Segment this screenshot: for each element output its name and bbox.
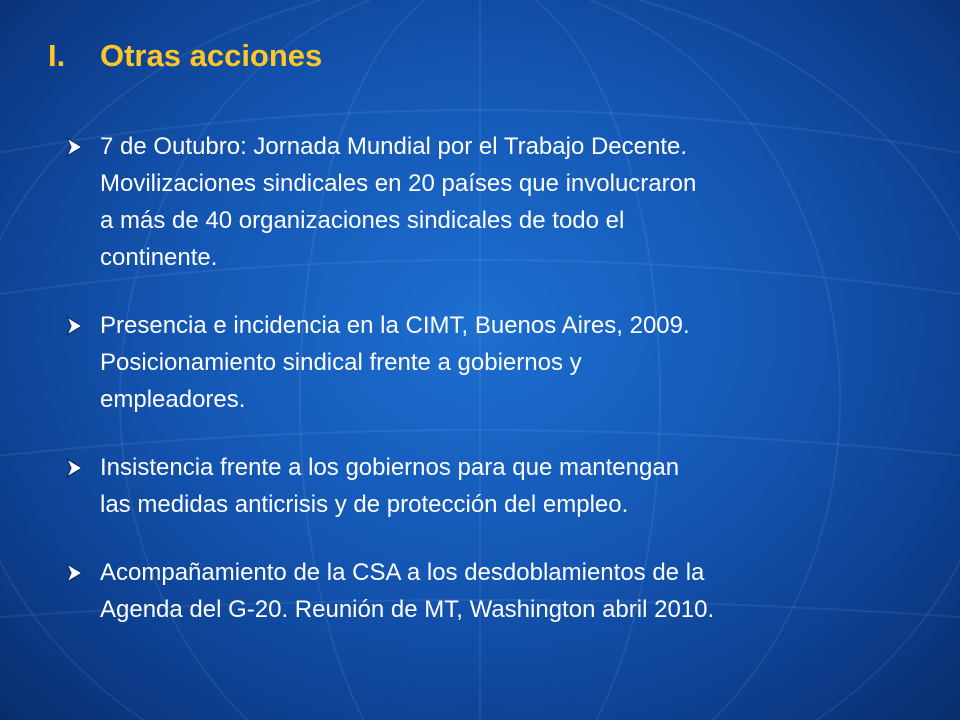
arrow-bullet-icon xyxy=(50,128,100,157)
slide-heading xyxy=(48,38,322,74)
bullet-text: Acompañamiento de la CSA a los desdoblamientos de la Agenda del G-20. Reunión de MT, Washington abril 2010. xyxy=(100,559,715,623)
heading-title: Otras acciones xyxy=(100,38,323,73)
bullet-list xyxy=(50,128,930,659)
arrow-bullet-icon xyxy=(50,449,100,478)
bullet-text: Presencia e incidencia en la CIMT, Buenos Aires, 2009. Posicionamiento sindical frente a gobiernos y empleadores. xyxy=(100,312,690,413)
arrow-bullet-icon xyxy=(50,554,100,583)
bullet-item xyxy=(50,554,930,628)
arrow-bullet-icon xyxy=(50,307,100,336)
bullet-item xyxy=(50,128,930,276)
bullet-item xyxy=(50,307,930,418)
heading-number: I. xyxy=(48,38,66,73)
bullet-text: Insistencia frente a los gobiernos para que mantengan las medidas anticrisis y de protección del empleo. xyxy=(100,454,680,518)
bullet-item xyxy=(50,449,930,523)
bullet-text: 7 de Outubro: Jornada Mundial por el Trabajo Decente. Movilizaciones sindicales en 20 países que involucraron a más de 40 organizaciones sindicales de todo el continente. xyxy=(100,133,697,271)
